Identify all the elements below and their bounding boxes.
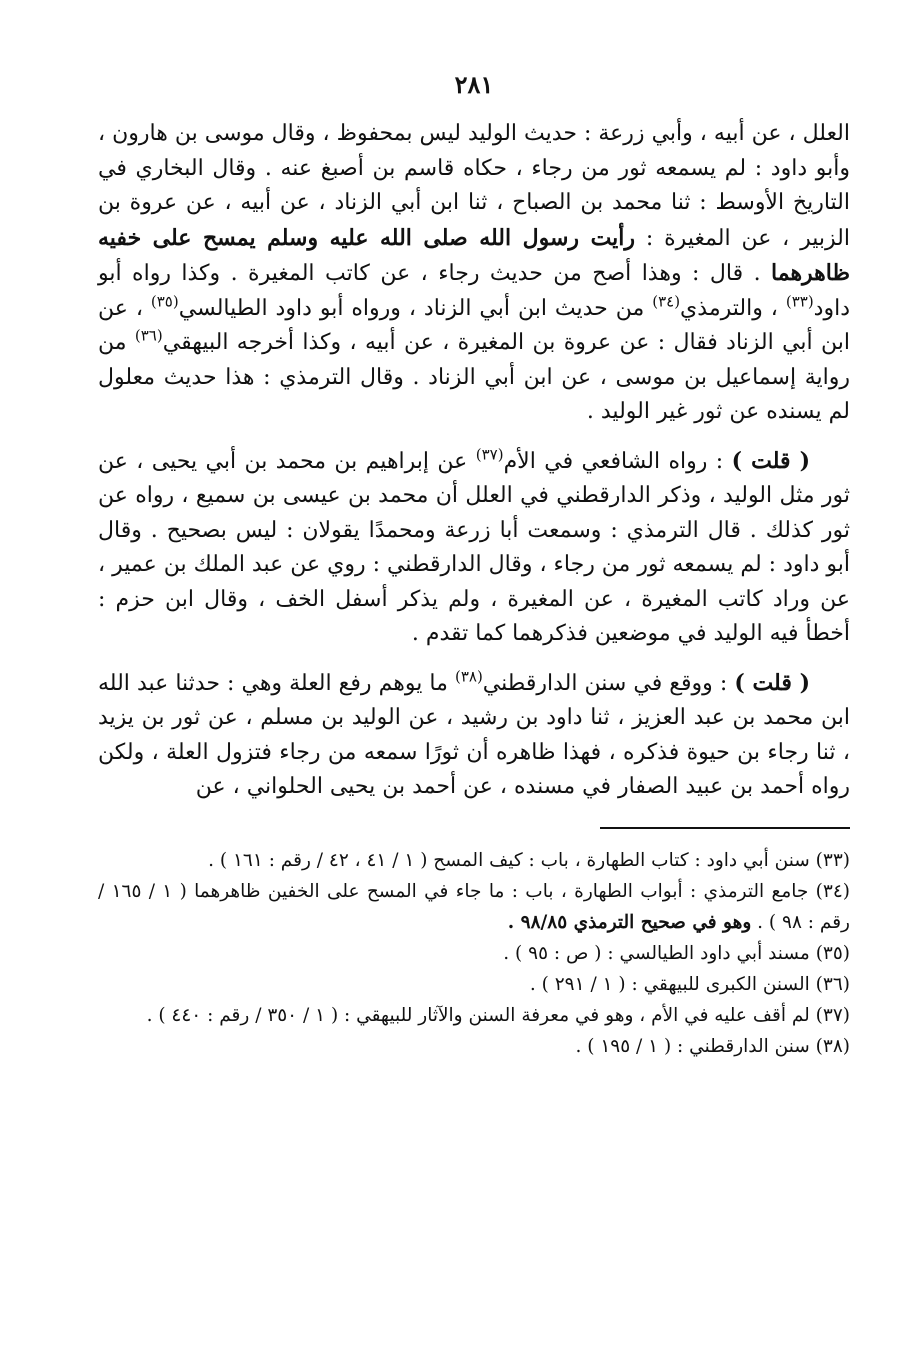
footnote [98,845,850,876]
text-run: عن إبراهيم بن محمد بن أبي يحيى ، عن ثور مثل الوليد ، وذكر الدارقطني في العلل أن محمد بن عيسى بن سميع ، رواه عن ثور كذلك . قال الترمذي : وسمعت أبا زرعة ومحمدًا يقولان : ليس بصحيح . وقال أبو داود : لم يسمعه ثور من رجاء ، وقال الدارقطني : روي عن عبد الملك بن عمير ، عن وراد كاتب المغيرة ، عن المغيرة ، ولم يذكر أسفل الخف ، وقال ابن حزم : أخطأ فيه الوليد في موضعين فذكرهما كما تقدم . [98,448,850,646]
text-run: ما يوهم رفع العلة وهي : حدثنا عبد الله ابن محمد بن عبد العزيز ، ثنا داود بن رشيد ، عن الوليد بن مسلم ، عن ثور بن يزيد ، ثنا رجاء بن حيوة فذكره ، فهذا ظاهره أن ثورًا سمعه من رجاء فتزول العلة ، ولكن رواه أحمد بن عبيد الصفار في مسنده ، عن أحمد بن يحيى الحلواني ، عن [98,670,850,799]
footnote-reference: (٣٥) [150,292,179,311]
main-text [98,117,850,805]
paragraph [98,444,850,652]
footnote-reference: (٣٧) [475,445,504,464]
text-run: : رواه الشافعي في الأم [503,448,732,474]
footnotes-list [98,845,850,1062]
text-run: (٣٨) سنن الدارقطني : ( ١ / ١٩٥ ) . [575,1035,850,1057]
footnote-reference: (٣٣) [785,292,814,311]
text-run: من رواية إسماعيل بن موسى ، عن ابن أبي الزناد . وقال الترمذي : هذا حديث معلول لم يسنده عن ثور غير الوليد . [98,330,850,424]
footnote [98,969,850,1000]
footnote-reference: (٣٦) [134,326,163,345]
footnote-reference: (٣٤) [652,292,681,311]
text-run: ، عن ابن أبي الزناد فقال : عن عروة بن المغيرة ، عن أبيه ، وكذا أخرجه البيهقي [98,295,850,355]
document-page [98,70,850,1062]
text-run: (٣٦) السنن الكبرى للبيهقي : ( ١ / ٢٩١ ) . [529,973,850,995]
text-run: (٣٧) لم أقف عليه في الأم ، وهو في معرفة السنن والآثار للبيهقي : ( ١ / ٣٥٠ / رقم : ٤٤٠ ) . [146,1004,850,1026]
text-run: (٣٤) جامع الترمذي : أبواب الطهارة ، باب : ما جاء في المسح على الخفين ظاهرهما ( ١ / ١٦٥ / رقم : ٩٨ ) . [98,880,850,933]
paragraph [98,666,850,805]
text-run: : ووقع في سنن الدارقطني [482,670,735,696]
footnote [98,876,850,938]
footnote [98,938,850,969]
paragraph [98,117,850,430]
text-run: من حديث ابن أبي الزناد ، ورواه أبو داود الطيالسي [178,295,653,321]
page-number: ٢٨١ [454,70,494,99]
text-run: (٣٣) سنن أبي داود : كتاب الطهارة ، باب : كيف المسح ( ١ / ٤١ ، ٤٢ / رقم : ١٦١ ) . [208,849,850,871]
text-run: . قال : وهذا أصح من حديث رجاء ، عن كاتب المغيرة . وكذا رواه أبو داود [98,261,851,321]
footnote [98,1000,850,1031]
text-run: (٣٥) مسند أبي داود الطيالسي : ( ص : ٩٥ ) . [503,942,850,964]
footnote-divider [600,827,850,829]
bold-text: رأيت رسول الله صلى الله عليه وسلم يمسح على خفيه ظاهرهما [98,224,850,286]
bold-text: وهو في صحيح الترمذي ٩٨/٨٥ . [507,911,752,933]
bold-text: ( قلت ) [731,447,810,474]
text-run: العلل ، عن أبيه ، وأبي زرعة : حديث الوليد ليس بمحفوظ ، وقال موسى بن هارون ، وأبو داود : لم يسمعه ثور من رجاء ، حكاه قاسم بن أصبغ عنه . وقال البخاري في التاريخ الأوسط : ثنا محمد بن الصباح ، ثنا ابن أبي الزناد ، عن أبيه ، عن عروة بن الزبير ، عن المغيرة : [98,121,850,251]
text-run: ، والترمذي [680,295,786,321]
footnote [98,1031,850,1062]
bold-text: ( قلت ) [734,669,810,696]
footnote-reference: (٣٨) [454,667,483,686]
